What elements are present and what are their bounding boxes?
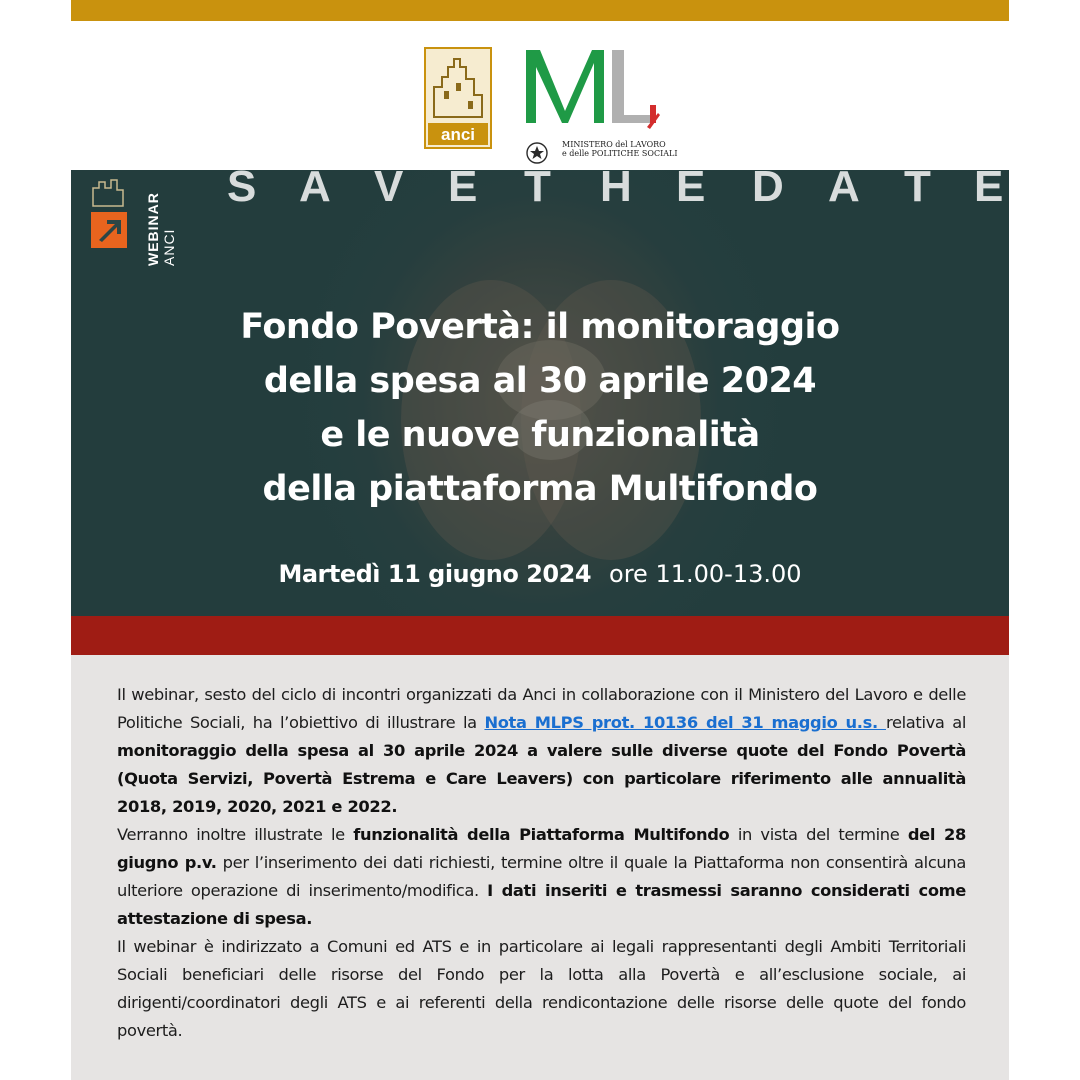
save-the-date-heading: [71, 170, 1009, 220]
event-time: ore 11.00-13.00: [609, 560, 802, 588]
event-title-line: Fondo Povertà: il monitoraggio: [240, 307, 840, 347]
body-text-run: relativa al: [885, 713, 966, 732]
std-letter: V: [374, 170, 404, 211]
bold-text: funzionalità della Piattaforma Multifondo: [353, 825, 730, 844]
logos-row: [0, 30, 1080, 160]
description-paragraph-2: [117, 821, 966, 933]
bold-text: monitoraggio della spesa al 30 aprile 2024 a valere sulle diverse quote del Fondo Povertà (Quota Servizi, Povertà Estrema e Care Leavers) con particolare riferimento alle annualità 2018, 2019, 2020, 2021 e 2022.: [117, 741, 966, 816]
std-letter: A: [299, 170, 331, 211]
event-datetime: [71, 560, 1009, 588]
webinar-label-sub: ANCI: [161, 228, 177, 266]
svg-text:anci: anci: [440, 125, 476, 144]
std-letter: S: [227, 170, 257, 211]
event-title-line: della piattaforma Multifondo: [262, 469, 818, 509]
std-letter: T: [524, 170, 551, 211]
body-text-run: Il webinar è indirizzato a Comuni ed ATS e in particolare ai legali rappresentanti degli Ambiti Territoriali Sociali beneficiari delle risorse del Fondo per la lotta alla Povertà e all’esclusione sociale, ai dirigenti/coordinatori degli ATS e ai referenti della rendicontazione delle risorse delle quote del fondo povertà.: [117, 937, 966, 1040]
std-letter: T: [904, 170, 931, 211]
webinar-badge: [89, 176, 177, 276]
anci-logo: [424, 47, 492, 149]
ministry-name: [522, 140, 678, 158]
ministry-name-line2: e delle POLITICHE SOCIALI: [562, 149, 678, 158]
webinar-label: [145, 192, 177, 266]
event-date: Martedì 11 giugno 2024: [278, 560, 592, 588]
ministry-name-line1: MINISTERO del LAVORO: [562, 140, 666, 149]
std-letter: E: [676, 170, 706, 211]
red-divider-band: [71, 616, 1009, 655]
std-letter: A: [828, 170, 860, 211]
nota-mlps-link[interactable]: Nota MLPS prot. 10136 del 31 maggio u.s.: [484, 713, 886, 732]
body-text-run: Il webinar, sesto del ciclo di incontri organizzati da Anci in collaborazione con il Ministero del Lavoro e delle Politiche Sociali, ha l’obiettivo di illustrare la: [117, 685, 966, 732]
std-letter: E: [974, 170, 1004, 211]
top-accent-bar: [71, 0, 1009, 21]
std-letter: D: [752, 170, 784, 211]
event-title: [71, 300, 1009, 516]
std-letter: H: [600, 170, 632, 211]
description-text: [117, 681, 966, 1045]
bold-text: del 28 giugno p.v.: [117, 825, 966, 872]
bold-text: I dati inseriti e trasmessi saranno considerati come attestazione di spesa.: [117, 881, 966, 928]
webinar-label-main: WEBINAR: [145, 192, 161, 266]
ministry-logo: [522, 45, 678, 160]
webinar-arrow-icon: [89, 176, 129, 252]
description-paragraph-3: [117, 933, 966, 1045]
hero-banner: [71, 170, 1009, 616]
body-text-run: in vista del termine: [729, 825, 908, 844]
body-text-run: per l’inserimento dei dati richiesti, termine oltre il quale la Piattaforma non consentirà alcuna ulteriore operazione di inserimento/modifica.: [117, 853, 966, 900]
event-title-line: della spesa al 30 aprile 2024: [263, 361, 817, 401]
description-paragraph-1: [117, 681, 966, 821]
body-text-run: Verranno inoltre illustrate le: [117, 825, 354, 844]
event-title-line: e le nuove funzionalità: [320, 415, 760, 455]
std-letter: E: [448, 170, 478, 211]
